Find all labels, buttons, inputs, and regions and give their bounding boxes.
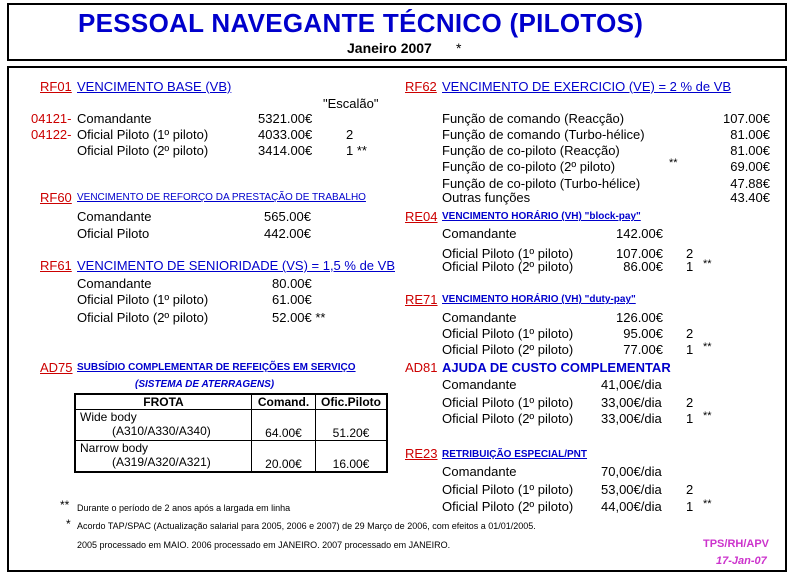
ad81-row-label: Comandante (442, 377, 517, 392)
rf61-title: VENCIMENTO DE SENIORIDADE (VS) = 1,5 % de VB (77, 258, 395, 273)
rf61-row-label: Oficial Piloto (1º piloto) (77, 292, 209, 307)
rf01-row-escalao: 1 ** (346, 143, 367, 158)
rf60-row-label: Comandante (77, 209, 152, 224)
re23-title: RETRIBUIÇÃO ESPECIAL/PNT (442, 449, 588, 460)
ad81-row-escalao: 1 (686, 411, 694, 426)
rf62-row-value: 47.88€ (730, 176, 770, 191)
re71-row-label: Oficial Piloto (2º piloto) (442, 342, 574, 357)
re04-row-value: 107.00€ (616, 246, 663, 261)
rf60-row-label: Oficial Piloto (77, 226, 150, 241)
re71-row-mark: ** (703, 341, 712, 353)
ad81-title: AJUDA DE CUSTO COMPLEMENTAR (442, 360, 671, 375)
ad81-row-value: 33,00€/dia (601, 395, 662, 410)
rf61-row-value: 52.00€ ** (272, 310, 326, 325)
rf01-row-escalao: 2 (346, 127, 354, 142)
rf60-row-value: 565.00€ (264, 209, 311, 224)
rf62-row-value: 107.00€ (723, 111, 770, 126)
rf62-row-value: 43.40€ (730, 190, 770, 205)
re23-code: RE23 (405, 446, 438, 461)
ad75-code: AD75 (40, 360, 73, 375)
footer-dept: TPS/RH/APV (703, 538, 770, 550)
rf01-code: RF01 (40, 79, 72, 94)
re71-row-escalao: 2 (686, 326, 694, 341)
frota-name: Narrow body (80, 441, 149, 455)
note-text: Acordo TAP/SPAC (Actualização salarial para 2005, 2006 e 2007) de 29 Março de 2006, com efeitos a 01/01/2005. (77, 521, 536, 531)
re04-row-value: 86.00€ (623, 259, 663, 274)
rf62-title: VENCIMENTO DE EXERCICIO (VE) = 2 % de VB (442, 79, 732, 94)
rf62-row-label: Função de comando (Reacção) (442, 111, 625, 126)
footer-date: 17-Jan-07 (716, 555, 767, 567)
frota-cell (75, 441, 252, 473)
re04-row-value: 142.00€ (616, 226, 663, 241)
rf60-title: VENCIMENTO DE REFORÇO DA PRESTAÇÃO DE TRABALHO (77, 192, 366, 203)
re23-row-label: Oficial Piloto (1º piloto) (442, 482, 574, 497)
ad81-row-value: 41,00€/dia (601, 377, 662, 392)
re71-row-escalao: 1 (686, 342, 694, 357)
rf62-row-value: 69.00€ (730, 159, 770, 174)
frota-table (74, 393, 388, 473)
rf01-row-label: Oficial Piloto (2º piloto) (77, 143, 209, 158)
rf01-row-code: 04122- (31, 127, 72, 142)
re23-row-label: Comandante (442, 464, 517, 479)
re04-row-mark: ** (703, 258, 712, 270)
re23-row-value: 70,00€/dia (601, 464, 662, 479)
ad81-row-escalao: 2 (686, 395, 694, 410)
comand-header: Comand. (252, 394, 316, 410)
ad75-title: SUBSÍDIO COMPLEMENTAR DE REFEIÇÕES EM SERVIÇO (77, 362, 356, 373)
rf60-row-value: 442.00€ (264, 226, 311, 241)
rf62-row-label: Função de co-piloto (Turbo-hélice) (442, 176, 641, 191)
ad81-row-mark: ** (703, 410, 712, 422)
re04-code: RE04 (405, 209, 438, 224)
note-text: 2005 processado em MAIO. 2006 processado em JANEIRO. 2007 processado em JANEIRO. (77, 540, 451, 550)
subtitle-asterisk: * (456, 40, 462, 56)
rf62-row-label: Outras funções (442, 190, 531, 205)
ofic-cell: 16.00€ (316, 441, 388, 473)
rf61-row-value: 61.00€ (272, 292, 312, 307)
re04-row-label: Comandante (442, 226, 517, 241)
re23-row-value: 53,00€/dia (601, 482, 662, 497)
re71-row-label: Comandante (442, 310, 517, 325)
re23-row-escalao: 1 (686, 499, 694, 514)
note-text: Durante o período de 2 anos após a largada em linha (77, 503, 291, 513)
rf62-row-mark: ** (669, 157, 678, 169)
re04-title: VENCIMENTO HORÁRIO (VH) "block-pay" (442, 211, 641, 222)
re04-row-label: Oficial Piloto (2º piloto) (442, 259, 574, 274)
note-mark: ** (60, 498, 70, 512)
re04-row-label: Oficial Piloto (1º piloto) (442, 246, 574, 261)
frota-models: (A310/A330/A340) (112, 424, 211, 438)
ad81-row-label: Oficial Piloto (1º piloto) (442, 395, 574, 410)
re71-row-value: 126.00€ (616, 310, 663, 325)
rf62-row-value: 81.00€ (730, 143, 770, 158)
re23-row-mark: ** (703, 498, 712, 510)
rf62-row-label: Função de co-piloto (Reacção) (442, 143, 620, 158)
re71-title: VENCIMENTO HORÁRIO (VH) "duty-pay" (442, 294, 636, 305)
frota-header-row (75, 394, 387, 410)
rf01-row-label: Comandante (77, 111, 152, 126)
rf01-row-code: 04121- (31, 111, 72, 126)
rf61-row-label: Oficial Piloto (2º piloto) (77, 310, 209, 325)
re23-row-value: 44,00€/dia (601, 499, 662, 514)
note-mark: * (66, 517, 71, 531)
frota-name: Wide body (80, 410, 137, 424)
ad81-row-value: 33,00€/dia (601, 411, 662, 426)
ofic-header: Ofic.Piloto (316, 394, 388, 410)
rf62-row-label: Função de comando (Turbo-hélice) (442, 127, 645, 142)
rf01-row-value: 3414.00€ (258, 143, 313, 158)
re04-row-escalao: 1 (686, 259, 694, 274)
rf62-code: RF62 (405, 79, 437, 94)
rf62-row-label: Função de co-piloto (2º piloto) (442, 159, 616, 174)
rf62-row-value: 81.00€ (730, 127, 770, 142)
re71-row-value: 95.00€ (623, 326, 663, 341)
rf61-row-label: Comandante (77, 276, 152, 291)
ad75-subtitle: (SISTEMA DE ATERRAGENS) (135, 379, 275, 390)
rf01-row-label: Oficial Piloto (1º piloto) (77, 127, 209, 142)
ofic-cell: 51.20€ (316, 410, 388, 441)
escalao-label: "Escalão" (323, 96, 379, 111)
table-row (75, 410, 387, 441)
re23-row-escalao: 2 (686, 482, 694, 497)
frota-models: (A319/A320/A321) (112, 455, 211, 469)
comand-cell: 20.00€ (252, 441, 316, 473)
rf61-row-value: 80.00€ (272, 276, 312, 291)
page-title: PESSOAL NAVEGANTE TÉCNICO (PILOTOS) (78, 8, 644, 38)
page-subtitle: Janeiro 2007 (347, 40, 432, 56)
rf01-row-value: 5321.00€ (258, 111, 313, 126)
re23-row-label: Oficial Piloto (2º piloto) (442, 499, 574, 514)
re71-code: RE71 (405, 292, 438, 307)
rf01-title: VENCIMENTO BASE (VB) (77, 79, 232, 94)
comand-cell: 64.00€ (252, 410, 316, 441)
re71-row-label: Oficial Piloto (1º piloto) (442, 326, 574, 341)
ad81-row-label: Oficial Piloto (2º piloto) (442, 411, 574, 426)
table-row (75, 441, 387, 473)
re04-row-escalao: 2 (686, 246, 694, 261)
rf61-code: RF61 (40, 258, 72, 273)
ad81-code: AD81 (405, 360, 438, 375)
rf01-row-value: 4033.00€ (258, 127, 313, 142)
frota-header: FROTA (75, 394, 252, 410)
frota-cell (75, 410, 252, 441)
re71-row-value: 77.00€ (623, 342, 663, 357)
rf60-code: RF60 (40, 190, 72, 205)
